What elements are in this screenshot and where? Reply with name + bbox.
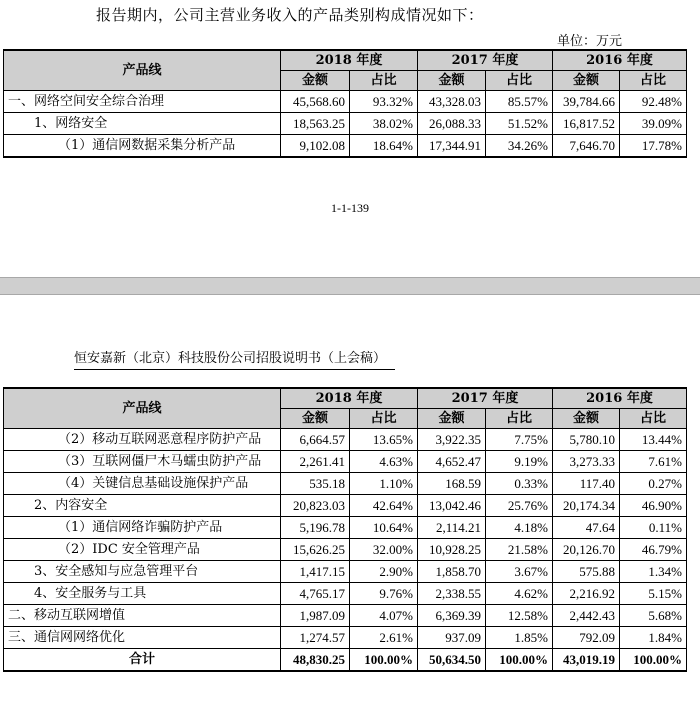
product-line-cell: （1）通信网数据采集分析产品 [4, 135, 281, 158]
ratio-cell: 92.48% [620, 91, 687, 113]
table-row [4, 91, 687, 113]
amount-cell: 16,817.52 [553, 113, 620, 135]
ratio-cell: 17.78% [620, 135, 687, 158]
amount-cell: 2,442.43 [553, 605, 620, 627]
amount-cell: 13,042.46 [418, 495, 486, 517]
amount-cell: 168.59 [418, 473, 486, 495]
ratio-cell: 46.79% [620, 539, 687, 561]
amount-cell: 5,196.78 [281, 517, 350, 539]
intro-text: 报告期内，公司主营业务收入的产品类别构成情况如下： [96, 6, 484, 24]
ratio-cell: 2.90% [350, 561, 418, 583]
amount-cell: 1,858.70 [418, 561, 486, 583]
total-cell: 48,830.25 [281, 649, 350, 672]
amount-cell: 792.09 [553, 627, 620, 649]
ratio-cell: 38.02% [350, 113, 418, 135]
table-row [4, 495, 687, 517]
total-cell: 100.00% [486, 649, 553, 672]
product-line-cell: （3）互联网僵尸木马蠕虫防护产品 [4, 451, 281, 473]
ratio-cell: 4.62% [486, 583, 553, 605]
header-amount: 金额 [553, 71, 620, 91]
header-ratio: 占比 [620, 409, 687, 429]
page-number: 1-1-139 [331, 201, 369, 215]
table-row [4, 539, 687, 561]
ratio-cell: 51.52% [486, 113, 553, 135]
ratio-cell: 5.15% [620, 583, 687, 605]
amount-cell: 17,344.91 [418, 135, 486, 158]
total-cell: 43,019.19 [553, 649, 620, 672]
product-line-cell: 一、网络空间安全综合治理 [4, 91, 281, 113]
table-row [4, 429, 687, 451]
ratio-cell: 46.90% [620, 495, 687, 517]
ratio-cell: 0.33% [486, 473, 553, 495]
table-row [4, 561, 687, 583]
total-row [4, 649, 687, 672]
amount-cell: 7,646.70 [553, 135, 620, 158]
product-line-cell: （2）移动互联网恶意程序防护产品 [4, 429, 281, 451]
ratio-cell: 25.76% [486, 495, 553, 517]
header-year-2016: 2016 年度 [553, 388, 687, 409]
amount-cell: 3,273.33 [553, 451, 620, 473]
amount-cell: 1,417.15 [281, 561, 350, 583]
amount-cell: 10,928.25 [418, 539, 486, 561]
table-row [4, 135, 687, 158]
product-line-cell: （2）IDC 安全管理产品 [4, 539, 281, 561]
header-amount: 金额 [281, 409, 350, 429]
table-row [4, 583, 687, 605]
ratio-cell: 0.27% [620, 473, 687, 495]
amount-cell: 18,563.25 [281, 113, 350, 135]
header-product-line: 产品线 [4, 388, 281, 429]
ratio-cell: 5.68% [620, 605, 687, 627]
ratio-cell: 13.65% [350, 429, 418, 451]
amount-cell: 9,102.08 [281, 135, 350, 158]
header-ratio: 占比 [486, 71, 553, 91]
product-line-cell: 3、安全感知与应急管理平台 [4, 561, 281, 583]
header-ratio: 占比 [350, 409, 418, 429]
amount-cell: 20,174.34 [553, 495, 620, 517]
ratio-cell: 9.76% [350, 583, 418, 605]
ratio-cell: 4.63% [350, 451, 418, 473]
amount-cell: 47.64 [553, 517, 620, 539]
table-row [4, 605, 687, 627]
amount-cell: 117.40 [553, 473, 620, 495]
ratio-cell: 93.32% [350, 91, 418, 113]
amount-cell: 39,784.66 [553, 91, 620, 113]
amount-cell: 1,274.57 [281, 627, 350, 649]
total-cell: 100.00% [620, 649, 687, 672]
ratio-cell: 32.00% [350, 539, 418, 561]
header-amount: 金额 [418, 409, 486, 429]
amount-cell: 15,626.25 [281, 539, 350, 561]
revenue-table-part2 [3, 387, 687, 672]
table-row [4, 451, 687, 473]
amount-cell: 45,568.60 [281, 91, 350, 113]
ratio-cell: 18.64% [350, 135, 418, 158]
header-ratio: 占比 [350, 71, 418, 91]
ratio-cell: 1.84% [620, 627, 687, 649]
amount-cell: 26,088.33 [418, 113, 486, 135]
amount-cell: 4,765.17 [281, 583, 350, 605]
ratio-cell: 42.64% [350, 495, 418, 517]
product-line-cell: （1）通信网络诈骗防护产品 [4, 517, 281, 539]
ratio-cell: 85.57% [486, 91, 553, 113]
ratio-cell: 4.07% [350, 605, 418, 627]
ratio-cell: 7.75% [486, 429, 553, 451]
ratio-cell: 0.11% [620, 517, 687, 539]
table-row [4, 517, 687, 539]
header-ratio: 占比 [620, 71, 687, 91]
header-amount: 金额 [281, 71, 350, 91]
table-row [4, 113, 687, 135]
unit-label: 单位：万元 [556, 34, 622, 49]
amount-cell: 535.18 [281, 473, 350, 495]
header-year-2017: 2017 年度 [418, 388, 553, 409]
ratio-cell: 10.64% [350, 517, 418, 539]
amount-cell: 20,823.03 [281, 495, 350, 517]
ratio-cell: 2.61% [350, 627, 418, 649]
header-year-2016: 2016 年度 [553, 50, 687, 71]
ratio-cell: 9.19% [486, 451, 553, 473]
header-amount: 金额 [553, 409, 620, 429]
ratio-cell: 13.44% [620, 429, 687, 451]
amount-cell: 2,338.55 [418, 583, 486, 605]
document-title: 恒安嘉新（北京）科技股份公司招股说明书（上会稿） [74, 351, 387, 366]
product-line-cell: 2、内容安全 [4, 495, 281, 517]
title-underline [74, 369, 395, 370]
ratio-cell: 21.58% [486, 539, 553, 561]
amount-cell: 575.88 [553, 561, 620, 583]
product-line-cell: 三、通信网网络优化 [4, 627, 281, 649]
page-break [0, 277, 700, 295]
ratio-cell: 1.34% [620, 561, 687, 583]
ratio-cell: 1.10% [350, 473, 418, 495]
header-year-2018: 2018 年度 [281, 388, 418, 409]
ratio-cell: 1.85% [486, 627, 553, 649]
ratio-cell: 3.67% [486, 561, 553, 583]
amount-cell: 4,652.47 [418, 451, 486, 473]
amount-cell: 2,114.21 [418, 517, 486, 539]
product-line-cell: 二、移动互联网增值 [4, 605, 281, 627]
total-cell: 50,634.50 [418, 649, 486, 672]
total-cell: 100.00% [350, 649, 418, 672]
table-row [4, 473, 687, 495]
revenue-table-part1 [3, 49, 687, 158]
product-line-cell: 4、安全服务与工具 [4, 583, 281, 605]
ratio-cell: 12.58% [486, 605, 553, 627]
ratio-cell: 4.18% [486, 517, 553, 539]
table-row [4, 627, 687, 649]
ratio-cell: 34.26% [486, 135, 553, 158]
product-line-cell: （4）关键信息基础设施保护产品 [4, 473, 281, 495]
amount-cell: 6,664.57 [281, 429, 350, 451]
amount-cell: 2,216.92 [553, 583, 620, 605]
amount-cell: 20,126.70 [553, 539, 620, 561]
total-label: 合计 [4, 649, 281, 672]
amount-cell: 1,987.09 [281, 605, 350, 627]
amount-cell: 3,922.35 [418, 429, 486, 451]
header-ratio: 占比 [486, 409, 553, 429]
amount-cell: 6,369.39 [418, 605, 486, 627]
ratio-cell: 39.09% [620, 113, 687, 135]
header-year-2018: 2018 年度 [281, 50, 418, 71]
ratio-cell: 7.61% [620, 451, 687, 473]
header-amount: 金额 [418, 71, 486, 91]
amount-cell: 5,780.10 [553, 429, 620, 451]
header-product-line: 产品线 [4, 50, 281, 91]
amount-cell: 43,328.03 [418, 91, 486, 113]
product-line-cell: 1、网络安全 [4, 113, 281, 135]
header-year-2017: 2017 年度 [418, 50, 553, 71]
amount-cell: 2,261.41 [281, 451, 350, 473]
amount-cell: 937.09 [418, 627, 486, 649]
